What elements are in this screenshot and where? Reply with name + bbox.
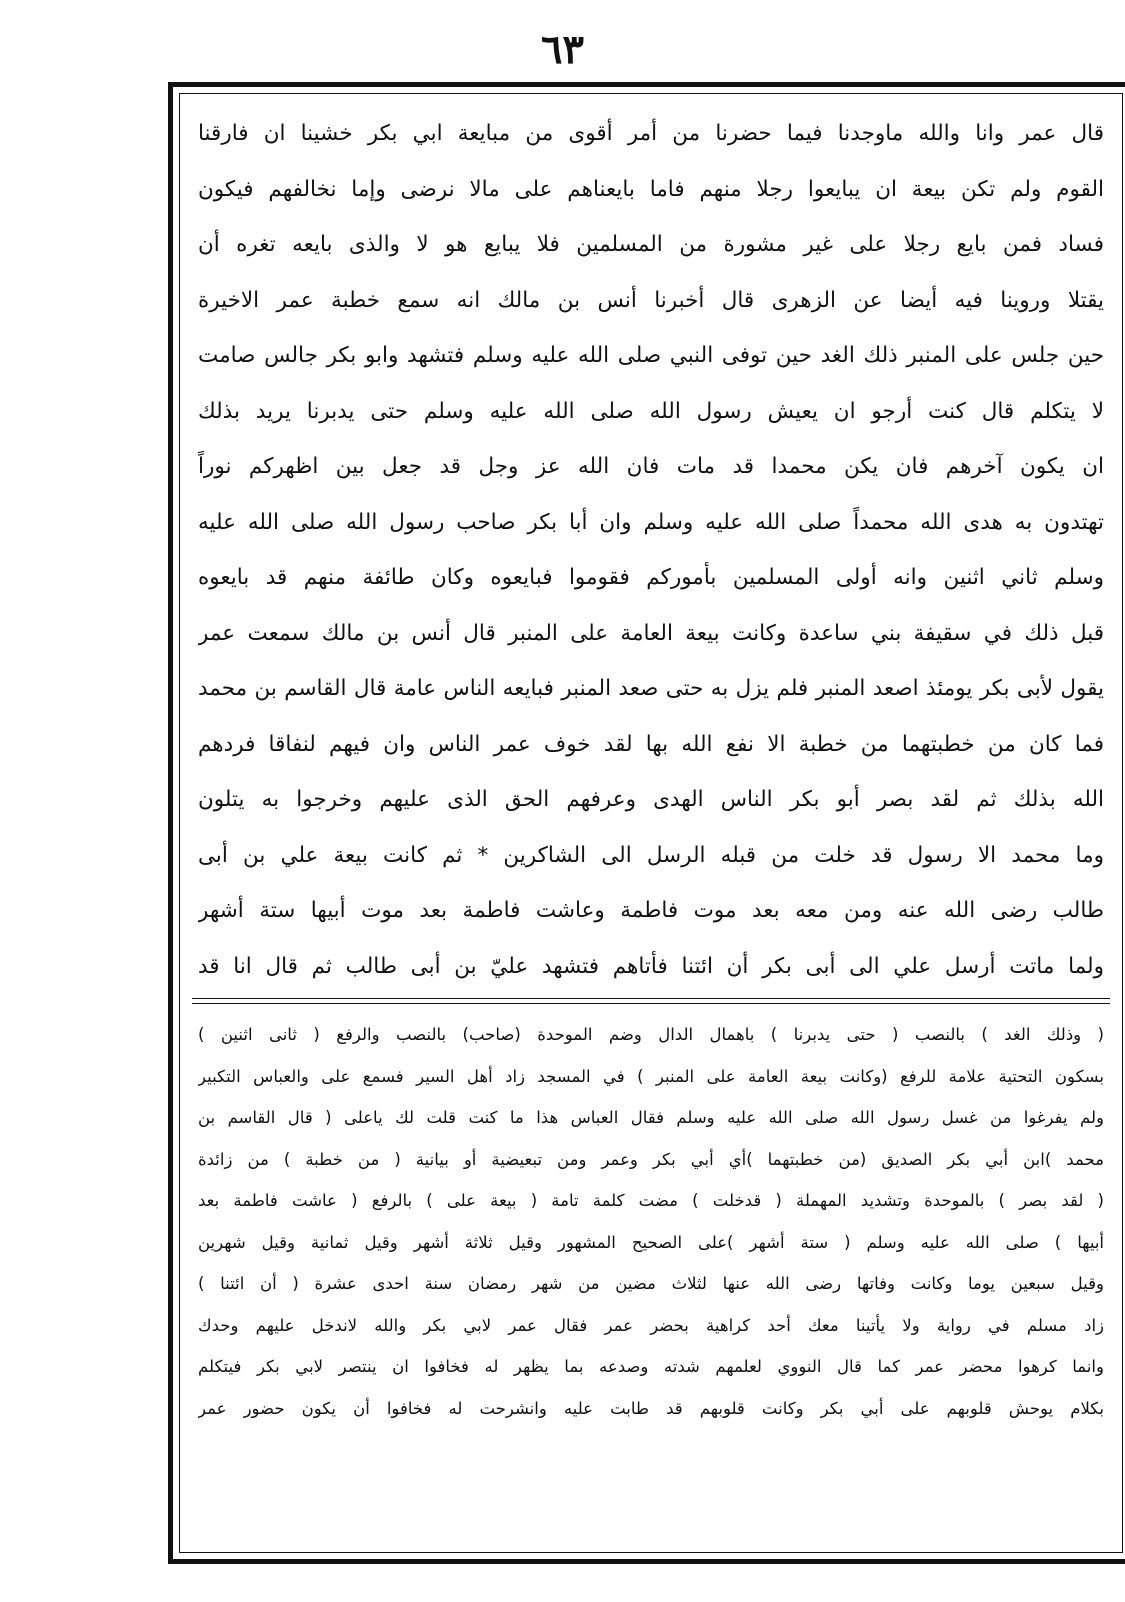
main-text-line: يقول لأبى بكر يومئذ اصعد المنبر فلم يزل به حتى صعد المنبر فبايعه الناس عامة قال القاسم بن محمد xyxy=(198,676,1104,701)
main-text-line: وما محمد الا رسول قد خلت من قبله الرسل الى الشاكرين * ثم كانت بيعة علي بن أبى xyxy=(198,842,1104,868)
commentary-line: بكلام يوحش قلوبهم على أبي بكر وكانت قلوبهم قد طابت عليه وانشرحت له فخافوا أن يكون حضور عمر xyxy=(198,1398,1104,1418)
main-text-line: لا يتكلم قال كنت أرجو ان يعيش رسول الله صلى الله عليه وسلم حتى يدبرنا يريد بذلك xyxy=(198,398,1104,424)
main-text-block xyxy=(198,106,1104,994)
main-text-line: طالب رضى الله عنه ومن معه بعد موت فاطمة وعاشت فاطمة بعد موت أبيها ستة أشهر xyxy=(198,898,1104,923)
page-frame xyxy=(168,82,1125,1564)
main-text-line: وسلم ثاني اثنين وانه أولى المسلمين بأموركم فقوموا فبايعوه وكان طائفة منهم قد بايعوه xyxy=(198,565,1104,590)
section-divider xyxy=(192,1003,1110,1004)
main-text-line: يقتلا وروينا فيه أيضا عن الزهرى قال أخبرنا أنس بن مالك انه سمع خطبة عمر الاخيرة xyxy=(198,287,1104,313)
commentary-block xyxy=(198,1014,1104,1550)
main-text-line: ولما ماتت أرسل علي الى أبى بكر أن ائتنا فأتاهم فتشهد عليّ بن أبى طالب ثم قال انا قد xyxy=(198,953,1104,979)
commentary-line: وقيل سبعين يوما وكانت وفاتها رضى الله عنها لثلاث مضين من شهر رمضان سنة احدى عشرة ( أن ائتنا ) xyxy=(198,1274,1104,1293)
main-text-line: القوم ولم تكن بيعة ان يبايعوا رجلا منهم فاما بايعناهم على مالا نرضى وإما نخالفهم فيكون xyxy=(198,176,1104,202)
commentary-line: بسكون التحتية علامة للرفع (وكانت بيعة العامة على المنبر ) في المسجد زاد أهل السير فسمع على والعباس التكبير xyxy=(198,1066,1104,1086)
commentary-line: وانما كرهوا محضر عمر كما قال النووي لعلمهم شدته وصدعه بما يظهر له فخافوا ان ينتصر لابي بكر فيتكلم xyxy=(198,1357,1104,1376)
main-text-line: فساد فمن بايع رجلا على غير مشورة من المسلمين فلا يبايع هو لا والذى بايعه تغره أن xyxy=(198,232,1104,257)
commentary-line: محمد )ابن أبي بكر الصديق (من خطبتهما )أي أبي بكر وعمر ومن تبعيضية أو بيانية ( من خطبة ) من زائدة xyxy=(198,1149,1104,1169)
page-number: ٦٣ xyxy=(541,26,584,73)
main-text-line: قبل ذلك في سقيفة بني ساعدة وكانت بيعة العامة على المنبر قال أنس بن مالك سمعت عمر xyxy=(198,620,1104,646)
main-text-line: تهتدون به هدى الله محمداً صلى الله عليه وسلم وان أبا بكر صاحب رسول الله صلى الله عليه xyxy=(198,509,1104,535)
commentary-line: ( وذلك الغد ) بالنصب ( حتى يدبرنا ) باهمال الدال وضم الموحدة (صاحب) بالنصب والرفع ( ثانى اثنين ) xyxy=(198,1025,1104,1044)
commentary-line: زاد مسلم في رواية ولا يأتينا معك أحد كراهية بحضر عمر فقال عمر لابي بكر والله لاندخل عليهم وحدك xyxy=(198,1315,1104,1335)
main-text-line: الله بذلك ثم لقد بصر أبو بكر الناس الهدى وعرفهم الحق الذى عليهم وخرجوا به يتلون xyxy=(198,787,1104,812)
commentary-line: ولم يفرغوا من غسل رسول الله صلى الله عليه وسلم فقال العباس هذا ما كنت قلت لك ياعلى ( قال القاسم بن xyxy=(198,1108,1104,1127)
page-frame-inner xyxy=(179,93,1123,1553)
main-text-line: فما كان من خطبتهما من خطبة الا نفع الله بها لقد خوف عمر الناس وان فيهم لنفاقا فردهم xyxy=(198,731,1104,757)
commentary-line: أبيها ) صلى الله عليه وسلم ( ستة أشهر )على الصحيح المشهور وقيل ثلاثة أشهر وقيل ثمانية وقيل شهرين xyxy=(198,1232,1104,1252)
main-text-line: قال عمر وانا والله ماوجدنا فيما حضرنا من أمر أقوى من مبايعة ابي بكر خشينا ان فارقنا xyxy=(198,121,1104,146)
main-text-line: حين جلس على المنبر ذلك الغد حين توفى النبي صلى الله عليه وسلم فتشهد وابو بكر جالس صامت xyxy=(198,343,1104,368)
section-divider xyxy=(192,998,1110,999)
commentary-line: ( لقد بصر ) بالموحدة وتشديد المهملة ( قدخلت ) مضت كلمة تامة ( بيعة على ) بالرفع ( عاشت فاطمة بعد xyxy=(198,1191,1104,1210)
main-text-line: ان يكون آخرهم فان يكن محمدا قد مات فان الله عز وجل قد جعل بين اظهركم نوراً xyxy=(198,454,1104,479)
